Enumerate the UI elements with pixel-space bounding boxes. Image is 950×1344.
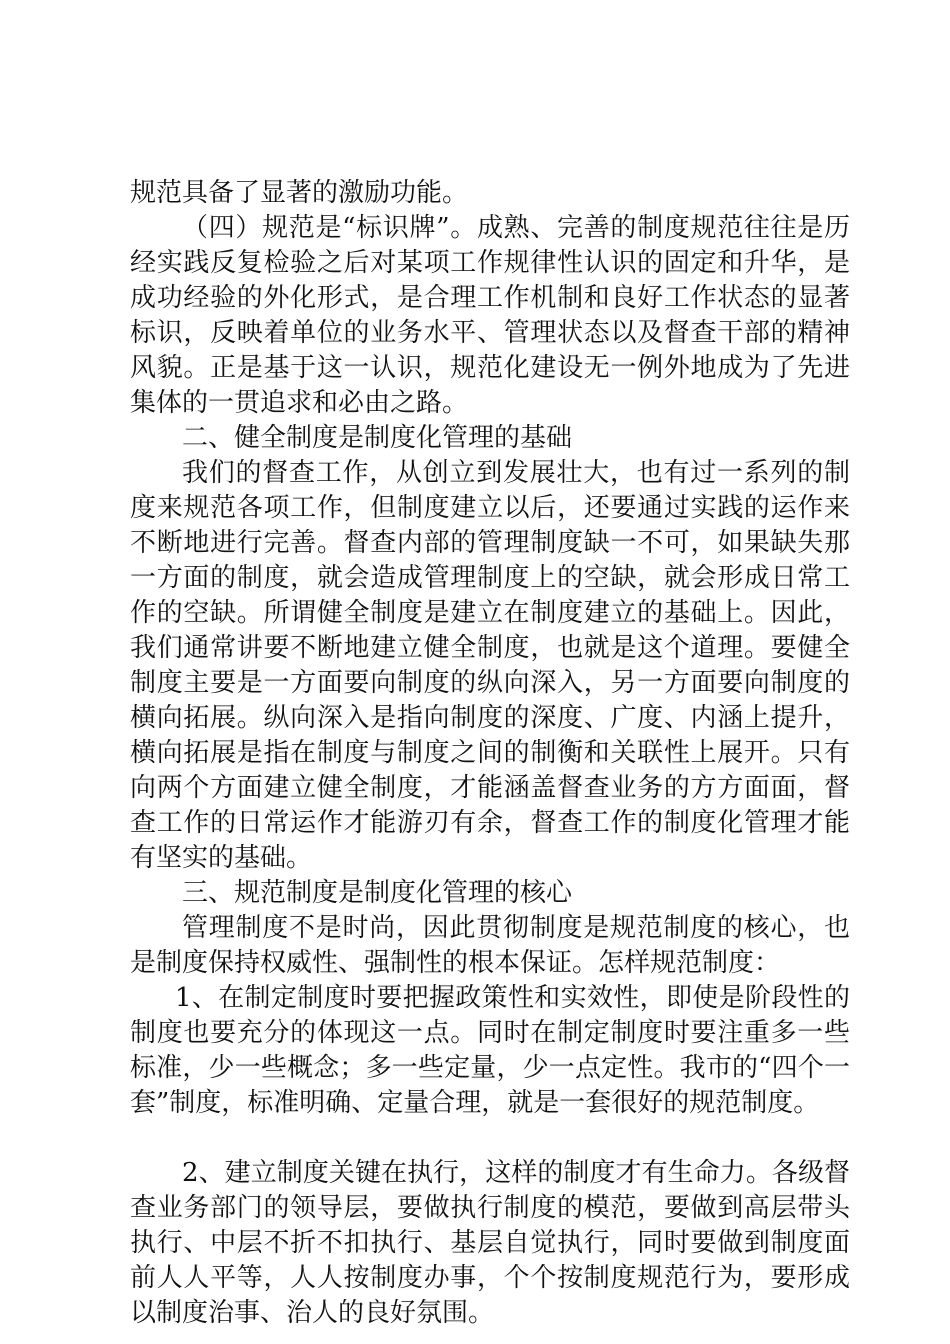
paragraph-gap — [130, 1121, 850, 1156]
paragraph-section-two-body: 我们的督查工作，从创立到发展壮大，也有过一系列的制度来规范各项工作，但制度建立以后，还要通过实践的运作来不断地进行完善。督查内部的管理制度缺一不可，如果缺失那一方面的制度，就会造成管理制度上的空缺，就会形成日常工作的空缺。所谓健全制度是建立在制度建立的基础上。因此，我们通常讲要不断地建立健全制度，也就是这个道理。要健全制度主要是一方面要向制度的纵向深入，另一方面要向制度的横向拓展。纵向深入是指向制度的深度、广度、内涵上提升，横向拓展是指在制度与制度之间的制衡和关联性上展开。只有向两个方面建立健全制度，才能涵盖督查业务的方方面面，督查工作的日常运作才能游刃有余，督查工作的制度化管理才能有坚实的基础。 — [130, 458, 850, 873]
paragraph-section-three-intro: 管理制度不是时尚，因此贯彻制度是规范制度的核心，也是制度保持权威性、强制性的根本保证。怎样规范制度： — [130, 913, 850, 978]
heading-section-two: 二、健全制度是制度化管理的基础 — [182, 423, 573, 453]
paragraph-item-two: 2、建立制度关键在执行，这样的制度才有生命力。各级督查业务部门的领导层，要做执行制度的模范，要做到高层带头执行、中层不折不扣执行、基层自觉执行，同时要做到制度面前人人平等，人人按制度办事，个个按制度规范行为，要形成以制度治事、治人的良好氛围。 — [130, 1158, 850, 1328]
paragraph-section-four: （四）规范是“标识牌”。成熟、完善的制度规范往往是历经实践反复检验之后对某项工作规律性认识的固定和升华，是成功经验的外化形式，是合理工作机制和良好工作状态的显著标识，反映着单位的业务水平、管理状态以及督查干部的精神风貌。正是基于这一认识，规范化建设无一例外地成为了先进集体的一贯追求和必由之路。 — [130, 213, 850, 418]
document-body — [130, 176, 850, 1331]
heading-section-three: 三、规范制度是制度化管理的核心 — [182, 878, 573, 908]
paragraph-continuation: 规范具备了显著的激励功能。 — [130, 178, 469, 208]
paragraph-item-one: 1、在制定制度时要把握政策性和实效性，即使是阶段性的制度也要充分的体现这一点。同时在制定制度时要注重多一些标准，少一些概念；多一些定量，少一点定性。我市的“四个一套”制度，标准明确、定量合理，就是一套很好的规范制度。 — [130, 983, 850, 1118]
